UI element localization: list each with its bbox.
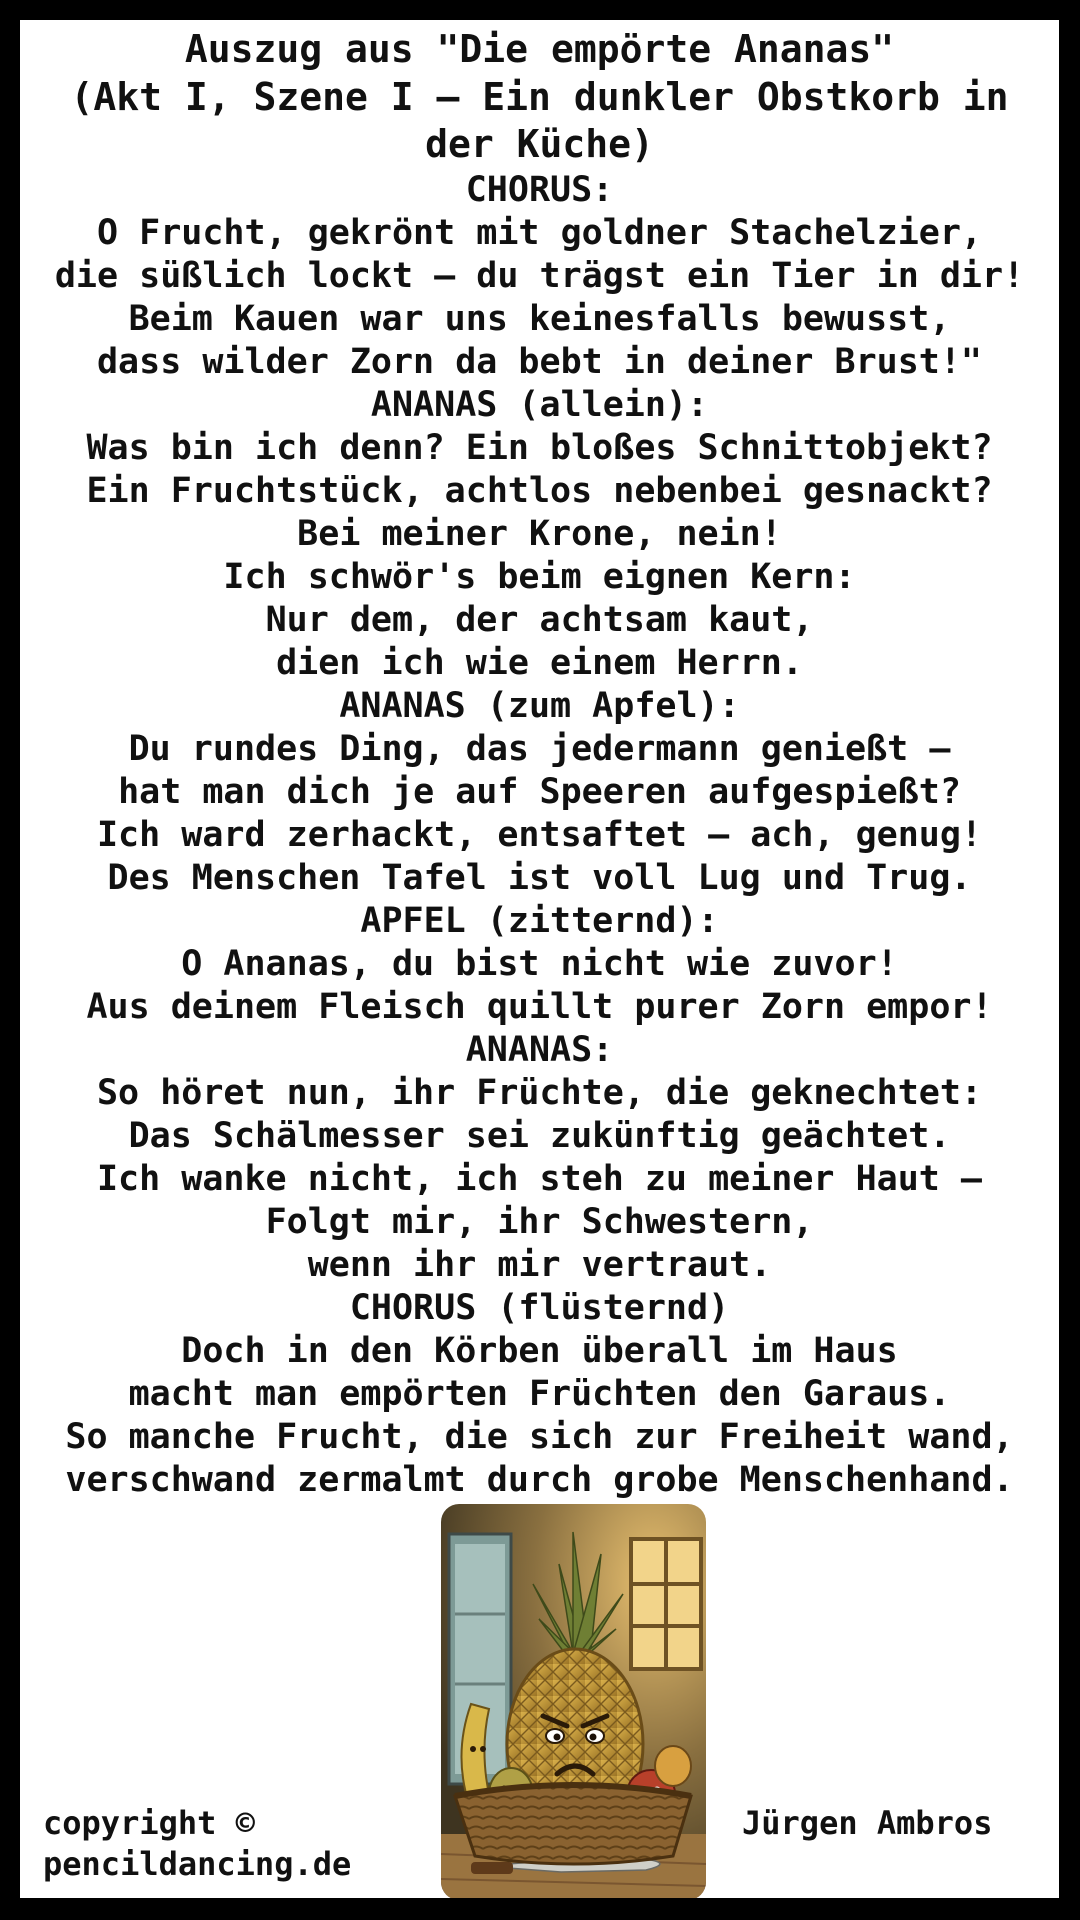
verse-line: Beim Kauen war uns keinesfalls bewusst,: [128, 298, 951, 339]
verse-line: Ich schwör's beim eignen Kern:: [223, 556, 856, 597]
verse-line: O Ananas, du bist nicht wie zuvor!: [181, 943, 898, 984]
copyright-line: copyright ©: [43, 1804, 255, 1842]
copyright-notice: [43, 1803, 351, 1885]
poem-text: [20, 26, 1059, 1502]
verse-line: Ich wanke nicht, ich steh zu meiner Haut –: [96, 1158, 982, 1199]
verse-line: Doch in den Körben überall im Haus: [181, 1330, 898, 1371]
copyright-website: pencildancing.de: [43, 1845, 352, 1883]
verse-line: So manche Frucht, die sich zur Freiheit wand,: [65, 1416, 1014, 1457]
verse-line: die süßlich lockt – du trägst ein Tier in dir!: [54, 255, 1025, 296]
title-line-3: der Küche): [425, 122, 654, 166]
speaker-chorus-fluesternd: CHORUS (flüsternd): [349, 1287, 730, 1328]
verse-line: verschwand zermalmt durch grobe Menschenhand.: [65, 1459, 1014, 1500]
author-name: Jürgen Ambros: [742, 1804, 993, 1842]
verse-line: Bei meiner Krone, nein!: [297, 513, 782, 554]
speaker-ananas-zum-apfel: ANANAS (zum Apfel):: [339, 685, 740, 726]
pineapple-basket-icon: [441, 1504, 706, 1898]
verse-line: Folgt mir, ihr Schwestern,: [265, 1201, 814, 1242]
verse-line: Des Menschen Tafel ist voll Lug und Trug.: [107, 857, 972, 898]
speaker-ananas: ANANAS:: [465, 1029, 614, 1070]
verse-line: dien ich wie einem Herrn.: [276, 642, 803, 683]
title-line-1: Auszug aus "Die empörte Ananas": [184, 27, 895, 71]
verse-line: Ich ward zerhackt, entsaftet – ach, genug!: [96, 814, 982, 855]
speaker-chorus: CHORUS:: [465, 169, 614, 210]
verse-line: Was bin ich denn? Ein bloßes Schnittobjekt?: [86, 427, 993, 468]
speaker-apfel: APFEL (zitternd):: [360, 900, 719, 941]
speaker-ananas-allein: ANANAS (allein):: [370, 384, 709, 425]
verse-line: dass wilder Zorn da bebt in deiner Brust!": [96, 341, 982, 382]
angry-pineapple-illustration: [441, 1504, 706, 1898]
verse-line: Nur dem, der achtsam kaut,: [265, 599, 814, 640]
verse-line: macht man empörten Früchten den Garaus.: [128, 1373, 951, 1414]
verse-line: O Frucht, gekrönt mit goldner Stachelzier,: [96, 212, 982, 253]
verse-line: Aus deinem Fleisch quillt purer Zorn empor!: [86, 986, 993, 1027]
poem-page: [20, 20, 1059, 1898]
verse-line: hat man dich je auf Speeren aufgespießt?: [118, 771, 961, 812]
verse-line: Ein Fruchtstück, achtlos nebenbei gesnackt?: [86, 470, 993, 511]
verse-line: wenn ihr mir vertraut.: [307, 1244, 772, 1285]
verse-line: Das Schälmesser sei zukünftig geächtet.: [128, 1115, 951, 1156]
verse-line: So höret nun, ihr Früchte, die geknechtet:: [96, 1072, 982, 1113]
verse-line: Du rundes Ding, das jedermann genießt –: [128, 728, 951, 769]
title-line-2: (Akt I, Szene I – Ein dunkler Obstkorb in: [70, 74, 1009, 119]
